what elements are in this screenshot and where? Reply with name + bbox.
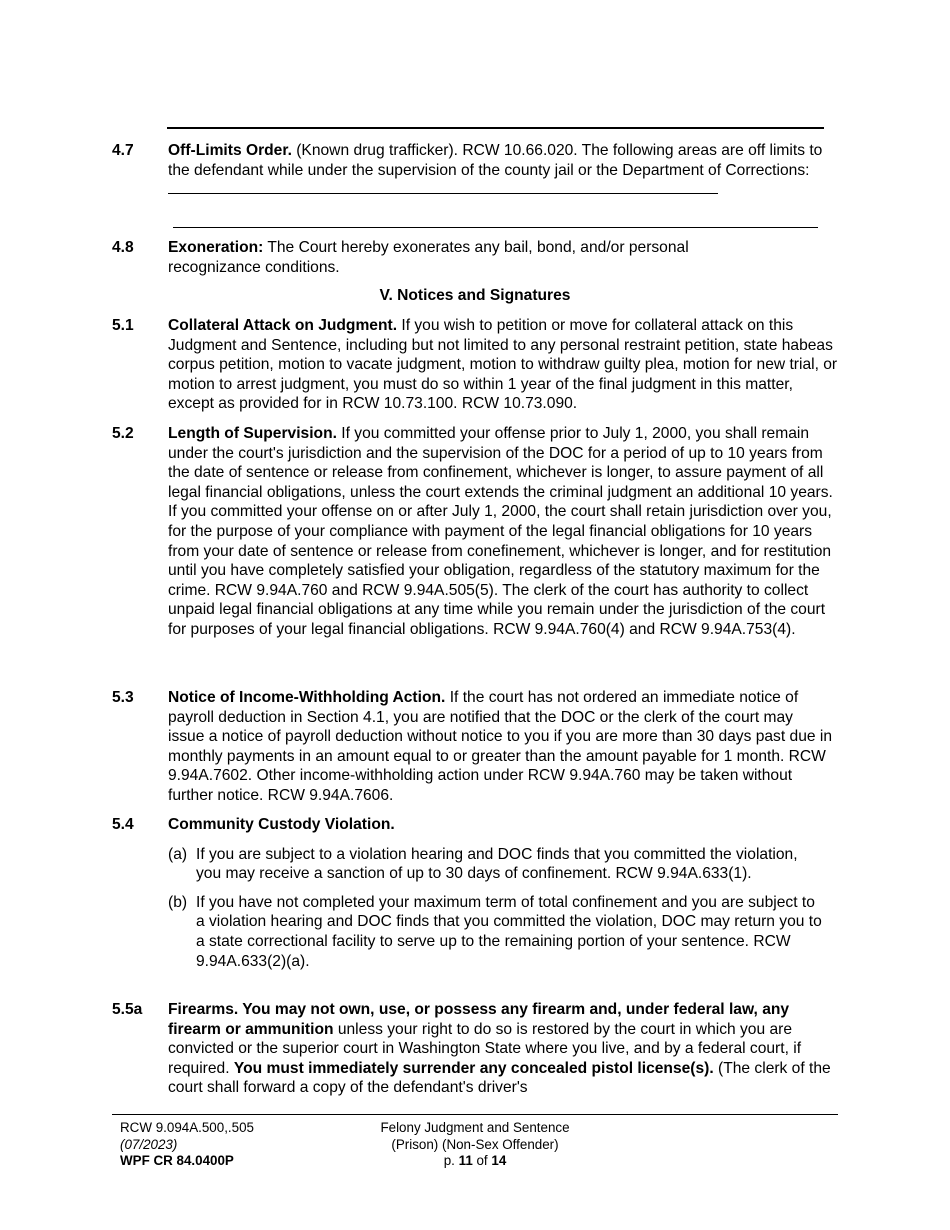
page-prefix: p.	[443, 1153, 459, 1168]
section-text: The Court hereby exonerates any bail, bond, and/or personal recognizance conditions.	[168, 239, 689, 276]
off-limits-blank-line-1	[168, 181, 718, 194]
page-total: 14	[491, 1153, 507, 1168]
section-number: 4.7	[112, 142, 134, 159]
subsection-text: If you have not completed your maximum term of total confinement and you are subject to a violation hearing and DOC finds that you committed the violation, DOC may return you to a state correctional facility to serve up to the remaining portion of your sentence. RCW 9.94A.633(2)(a).	[196, 893, 822, 970]
section-title: Off-Limits Order.	[168, 142, 292, 159]
section-4-7	[112, 141, 842, 228]
subsection-a	[168, 845, 826, 884]
section-text: If you wish to petition or move for collateral attack on this Judgment and Sentence, including but not limited to any personal restraint petition, state habeas corpus petition, motion to vacate judgment, motion to withdraw guilty plea, motion for new trial, or motion to arrest judgment, you must do so within 1 year of the final judgment in this matter, except as provided for in RCW 10.73.100. RCW 10.73.090.	[168, 317, 838, 413]
page-number	[362, 1153, 588, 1170]
footer-rcw: RCW 9.094A.500,.505	[120, 1120, 254, 1135]
section-5-5a	[112, 1000, 842, 1098]
section-number: 5.4	[112, 816, 134, 833]
subsection-label: (a)	[168, 845, 188, 863]
section-title: Length of Supervision.	[168, 425, 337, 442]
section-bold-text: You must immediately surrender any concealed pistol license(s).	[233, 1059, 714, 1077]
part-heading: V. Notices and Signatures	[379, 287, 571, 304]
section-title: Collateral Attack on Judgment.	[168, 317, 398, 334]
section-text-cont: (The clerk of the court shall forward a copy of the defendant's driver's	[168, 1059, 831, 1097]
footer-date: (07/2023)	[120, 1136, 178, 1152]
section-number: 5.3	[112, 689, 134, 706]
footer-left	[120, 1120, 254, 1170]
section-5-1	[112, 316, 842, 414]
section-4-8	[112, 238, 842, 277]
section-text: If you committed your offense prior to July 1, 2000, you shall remain under the court's jurisdiction and the supervision of the DOC for a period of up to 10 years from the date of sentence or release from confinement, whichever is longer, to assure payment of all legal financial obligations, unless the court extends the criminal judgment an additional 10 years. If you committed your offense on or after July 1, 2000, the court shall retain jurisdiction over you, for the purpose of your compliance with payment of the legal financial obligations for 10 years from your date of sentence or release from conefinement, whichever is longer, and for restitution until you have completely satisfied your obligation, regardless of the statutory maximum for the crime. RCW 9.94A.760 and RCW 9.94A.505(5). The clerk of the court has authority to collect unpaid legal financial obligations at any time while you remain under the jurisdiction of the court for purposes of your legal financial obligations. RCW 9.94A.760(4) and RCW 9.94A.753(4).	[168, 425, 833, 638]
subsection-text: If you are subject to a violation hearing and DOC finds that you committed the violation, you may receive a sanction of up to 30 days of confinement. RCW 9.94A.633(1).	[196, 845, 798, 883]
off-limits-blank-line-2	[173, 213, 818, 228]
footer-rule	[112, 1114, 838, 1115]
section-number: 4.8	[112, 239, 134, 256]
footer-form-number: WPF CR 84.0400P	[120, 1153, 234, 1168]
section-5-2	[112, 424, 842, 640]
subsection-label: (b)	[168, 893, 188, 911]
page-of: of	[472, 1153, 492, 1168]
section-text: (Known drug trafficker). RCW 10.66.020. The following areas are off limits to the defendant while under the supervision of the county jail or the Department of Corrections:	[168, 142, 823, 179]
section-number: 5.2	[112, 425, 134, 442]
section-number: 5.1	[112, 317, 134, 334]
section-text: If the court has not ordered an immediate notice of payroll deduction in Section 4.1, you are notified that the DOC or the clerk of the court may issue a notice of payroll deduction without notice to you if you are more than 30 days past due in monthly payments in an amount equal to or greater than the amount payable for 1 month. RCW 9.94A.7602. Other income-withholding action under RCW 9.94A.760 may be taken without further notice. RCW 9.94A.7606.	[168, 689, 833, 804]
section-5-3	[112, 688, 842, 806]
page-current: 11	[458, 1153, 473, 1168]
subsection-b	[168, 893, 826, 971]
footer-center	[362, 1120, 588, 1170]
section-number: 5.5a	[112, 1001, 143, 1018]
top-rule	[167, 127, 824, 129]
section-title: Notice of Income-Withholding Action.	[168, 689, 446, 706]
footer-title-2: (Prison) (Non-Sex Offender)	[391, 1136, 559, 1152]
section-title: Community Custody Violation.	[168, 816, 395, 833]
section-title: Firearms. You may not own, use, or possess any firearm and, under federal law, any firearm or ammunition	[168, 1001, 790, 1038]
section-5-4	[112, 815, 842, 971]
section-text: unless your right to do so is restored by the court in which you are convicted or the superior court in Washington State where you live, and by a federal court, if required.	[168, 1020, 802, 1077]
footer-title-1: Felony Judgment and Sentence	[380, 1120, 570, 1135]
section-title: Exoneration:	[168, 239, 264, 256]
